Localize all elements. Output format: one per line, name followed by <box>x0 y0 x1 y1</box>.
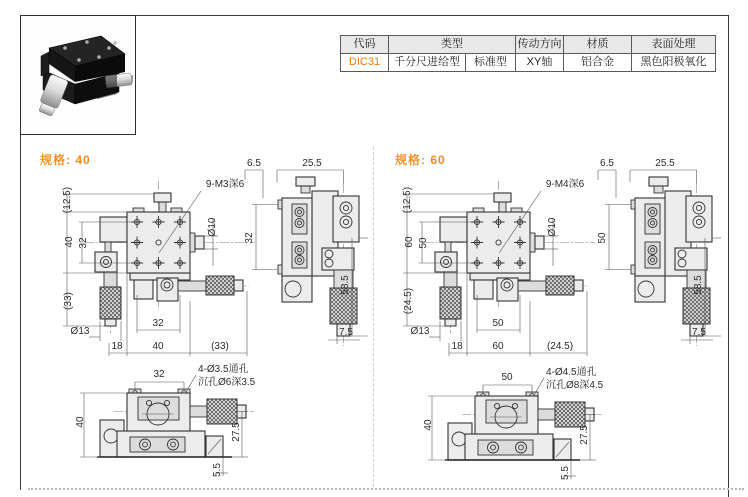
spec-table-header-row <box>341 36 716 54</box>
dim-label: 40 <box>423 419 434 431</box>
spec60-side-view <box>593 158 728 353</box>
right-rule <box>728 15 729 497</box>
value-surface: 黑色阳极氧化 <box>632 54 716 72</box>
dim-label: 40 <box>64 236 75 248</box>
dim-label: Ø13 <box>70 326 90 337</box>
dim-label: 18 <box>111 341 123 352</box>
dim-label: Ø10 <box>547 217 558 237</box>
spec40-front-view <box>55 175 265 365</box>
hole-note: 4-Ø4.5通孔 <box>546 367 597 378</box>
dim-label: Ø13 <box>410 326 430 337</box>
counterbore-note: 沉孔Ø8深4.5 <box>546 380 604 391</box>
product-photo <box>21 16 133 132</box>
dim-label: 6.5 <box>600 158 614 169</box>
dim-label: 58.5 <box>340 275 351 295</box>
header-code: 代码 <box>341 36 389 54</box>
dim-label: (24.5) <box>546 341 574 352</box>
dim-label: (12.5) <box>402 186 413 214</box>
spec60-title: 规格: 60 <box>395 153 446 167</box>
spec40-side-view <box>240 158 375 353</box>
spec-table-value-row <box>341 54 716 72</box>
thread-note: 9-M4深6 <box>545 179 585 190</box>
dim-label: 32 <box>153 369 165 380</box>
dim-label: 32 <box>244 232 255 244</box>
dim-label: 60 <box>492 341 504 352</box>
dim-label: (24.5) <box>403 287 414 315</box>
dim-label: 50 <box>492 318 504 329</box>
spec60-front-view <box>395 175 605 365</box>
header-surface: 表面处理 <box>632 36 716 54</box>
dim-label: 32 <box>152 318 164 329</box>
dim-label: 50 <box>597 232 608 244</box>
dim-label: (33) <box>211 341 229 352</box>
value-material: 铝合金 <box>564 54 632 72</box>
dim-label: 5.5 <box>212 463 223 477</box>
dim-label: 25.5 <box>302 158 322 169</box>
dim-label: 60 <box>404 236 415 248</box>
dim-label: 40 <box>75 416 86 428</box>
header-type: 类型 <box>389 36 516 54</box>
dim-label: 6.5 <box>247 158 261 169</box>
hole-note: 4-Ø3.5通孔 <box>198 364 249 375</box>
dim-label: 50 <box>501 372 513 383</box>
dim-label: 7.5 <box>339 327 353 338</box>
dim-label: 18 <box>451 341 463 352</box>
dim-label: (33) <box>63 292 74 310</box>
dim-label: (12.5) <box>62 186 73 214</box>
dim-label: 27.5 <box>231 422 242 442</box>
dim-label: 40 <box>152 341 164 352</box>
dim-label: 32 <box>78 237 89 249</box>
value-drive: XY轴 <box>516 54 564 72</box>
product-photo-frame <box>20 15 136 135</box>
dim-label: 25.5 <box>655 158 675 169</box>
header-drive: 传动方向 <box>516 36 564 54</box>
dim-label: 7.5 <box>692 327 706 338</box>
counterbore-note: 沉孔Ø6深3.5 <box>198 377 256 388</box>
dim-label: Ø10 <box>207 217 218 237</box>
spec60-bottom-view <box>418 365 648 495</box>
spec-table <box>340 35 716 72</box>
spec40-bottom-view <box>70 362 300 492</box>
thread-note: 9-M3深6 <box>205 179 245 190</box>
value-type-b: 标准型 <box>466 54 516 72</box>
header-material: 材质 <box>564 36 632 54</box>
dim-label: 50 <box>418 237 429 249</box>
value-code: DIC31 <box>341 54 389 72</box>
spec40-title: 规格: 40 <box>40 153 91 167</box>
dim-label: 5.5 <box>560 466 571 480</box>
dim-label: 58.5 <box>693 275 704 295</box>
dim-label: 27.5 <box>579 425 590 445</box>
value-type-a: 千分尺进给型 <box>389 54 466 72</box>
